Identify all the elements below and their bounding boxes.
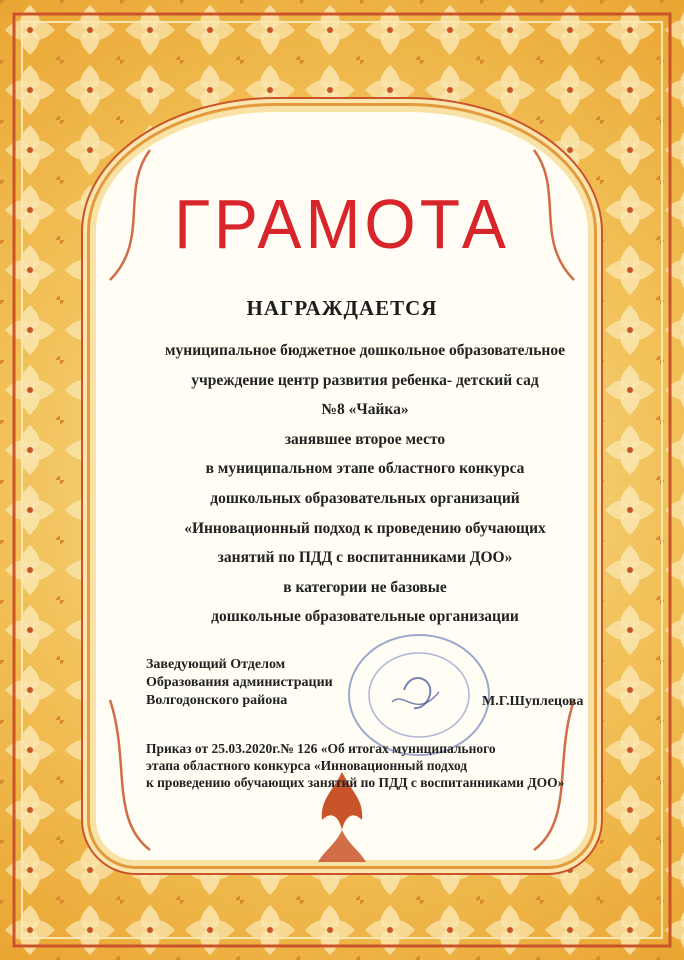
certificate-title: ГРАМОТА — [174, 185, 510, 263]
signatory-title — [146, 656, 333, 710]
body-line: занявшее второе место — [284, 430, 446, 448]
body-line: занятий по ПДД с воспитанниками ДОО» — [217, 549, 513, 567]
body-line: в категории не базовые — [283, 578, 447, 596]
signer-name: М.Г.Шуплецова — [482, 694, 584, 709]
signatory-line: Заведующий Отделом — [146, 657, 286, 672]
body-line: учреждение центр развития ребенка- детский сад — [191, 371, 539, 389]
order-line: этапа областного конкурса «Инновационный подход — [146, 758, 468, 773]
award-body — [130, 336, 600, 632]
body-line: муниципальное бюджетное дошкольное образовательное — [164, 342, 565, 359]
order-line: к проведению обучающих занятий по ПДД с воспитанниками ДОО» — [146, 775, 565, 790]
body-line: дошкольных образовательных организаций — [210, 489, 520, 507]
body-line: «Инновационный подход к проведению обучающих — [184, 519, 546, 537]
order-reference — [146, 740, 564, 791]
body-line: в муниципальном этапе областного конкурса — [205, 460, 525, 478]
signatory-line: Волгодонского района — [146, 693, 288, 708]
order-line: Приказ от 25.03.2020г.№ 126 «Об итогах муниципального — [146, 741, 496, 756]
body-line: дошкольные образовательные организации — [211, 608, 519, 626]
award-heading: НАГРАЖДАЕТСЯ — [246, 296, 438, 320]
signatory-line: Образования администрации — [146, 675, 333, 690]
body-line: №8 «Чайка» — [321, 401, 409, 419]
